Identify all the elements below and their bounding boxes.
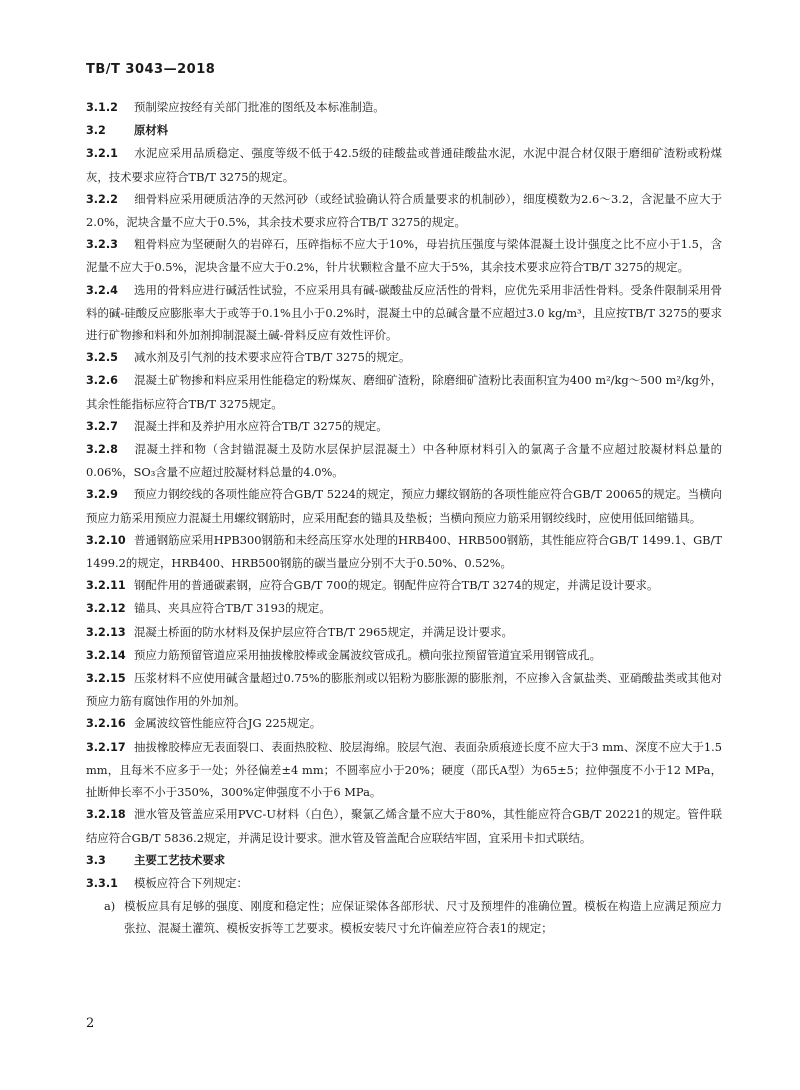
clause-number: 3.2.14 — [86, 648, 126, 662]
clause-number: 3.2.2 — [86, 192, 118, 206]
section-title: 原材料 — [134, 123, 169, 138]
list-item-text: 模板应具有足够的强度、刚度和稳定性；应保证梁体各部形状、尺寸及预埋件的准确位置。模板在构造上应满足预应力张拉、混凝土灌筑、模板安拆等工艺要求。模板安装尺寸允许偏差应符合表1的规定； — [124, 899, 722, 936]
clause-number: 3.2.4 — [86, 283, 118, 297]
clause-text: 模板应符合下列规定： — [134, 875, 248, 890]
clause-3-2-15 — [86, 667, 722, 712]
clause-text: 选用的骨料应进行碱活性试验，不应采用具有碱-碳酸盐反应活性的骨料，应优先采用非活性骨料。受条件限制采用骨料的碱-硅酸反应膨胀率大于或等于0.1%且小于0.2%时，混凝土中的总碱含量不应超过3.0 kg/m³，且应按TB/T 3275的要求进行矿物掺和料和外加剂抑制混凝土碱-骨料反应有效性评价。 — [86, 282, 722, 343]
clause-3-2-4 — [86, 279, 722, 347]
clause-text: 减水剂及引气剂的技术要求应符合TB/T 3275的规定。 — [134, 350, 411, 365]
clause-3-2-11 — [86, 574, 722, 597]
clause-number: 3.2.12 — [86, 602, 126, 616]
clause-number: 3.2.8 — [86, 443, 118, 457]
section-title: 主要工艺技术要求 — [134, 852, 226, 867]
clause-number: 3.2.13 — [86, 625, 126, 639]
clause-text: 粗骨料应为坚硬耐久的岩碎石，压碎指标不应大于10%，母岩抗压强度与梁体混凝土设计强度之比不应小于1.5，含泥量不应大于0.5%，泥块含量不应大于0.2%，针片状颗粒含量不应大于5%，其余技术要求应符合TB/T 3275的规定。 — [86, 237, 722, 275]
clause-text: 混凝土拌和物（含封锚混凝土及防水层保护层混凝土）中各种原材料引入的氯离子含量不应超过胶凝材料总量的0.06%，SO₃含量不应超过胶凝材料总量的4.0%。 — [86, 442, 722, 480]
clause-text: 金属波纹管性能应符合JG 225规定。 — [134, 716, 322, 731]
clause-text: 钢配件用的普通碳素钢，应符合GB/T 700的规定。钢配件应符合TB/T 3274的规定，并满足设计要求。 — [134, 578, 659, 593]
clause-number: 3.2.16 — [86, 717, 126, 731]
clause-3-2-12 — [86, 597, 722, 620]
clause-number: 3.2.18 — [86, 808, 126, 822]
clause-3-2-16 — [86, 712, 722, 735]
clause-3-2-10 — [86, 529, 722, 574]
clause-number: 3.1.2 — [86, 101, 118, 114]
clause-text: 预应力筋预留管道应采用抽拔橡胶棒或金属波纹管成孔。横向张拉预留管道宜采用钢管成孔。 — [134, 647, 602, 662]
clause-3-2-6 — [86, 369, 722, 414]
clause-number: 3.2.15 — [86, 672, 126, 686]
section-number: 3.3 — [86, 853, 106, 867]
clause-number: 3.2.7 — [86, 419, 118, 433]
clause-text: 预应力钢绞线的各项性能应符合GB/T 5224的规定，预应力螺纹钢筋的各项性能应符合GB/T 20065的规定。当横向预应力筋采用预应力混凝土用螺纹钢筋时，应采用配套的锚具及垫板；当横向预应力筋采用钢绞线时，应使用低回缩锚具。 — [86, 487, 722, 525]
page-number: 2 — [86, 1016, 95, 1031]
clause-3-2-8 — [86, 438, 722, 483]
clause-3-2-7 — [86, 415, 722, 438]
clause-text: 混凝土矿物掺和料应采用性能稳定的粉煤灰、磨细矿渣粉，除磨细矿渣粉比表面积宜为400 m²/kg～500 m²/kg外，其余性能指标应符合TB/T 3275规定。 — [86, 373, 722, 411]
clause-3-3-1 — [86, 872, 722, 895]
list-item-label: a) — [104, 899, 116, 914]
clause-text: 预制梁应按经有关部门批准的图纸及本标准制造。 — [134, 100, 385, 114]
clause-3-2-17 — [86, 736, 722, 804]
clause-number: 3.2.10 — [86, 533, 126, 547]
section-number: 3.2 — [86, 124, 106, 138]
clause-3-2-5 — [86, 346, 722, 369]
clause-text: 锚具、夹具应符合TB/T 3193的规定。 — [134, 601, 331, 616]
clause-text: 泄水管及管盖应采用PVC-U材料（白色），聚氯乙烯含量不应大于80%，其性能应符合GB/T 20221的规定。管件联结应符合GB/T 5836.2规定，并满足设计要求。泄水管及管盖配合应联结牢固，宜采用卡扣式联结。 — [86, 807, 722, 845]
clause-text: 压浆材料不应使用碱含量超过0.75%的膨胀剂或以铝粉为膨胀源的膨胀剂，不应掺入含氯盐类、亚硝酸盐类或其他对预应力筋有腐蚀作用的外加剂。 — [86, 671, 722, 709]
list-item-a — [86, 895, 722, 939]
clause-3-2-18 — [86, 803, 722, 848]
clause-number: 3.2.5 — [86, 351, 118, 365]
clause-text: 普通钢筋应采用HPB300钢筋和未经高压穿水处理的HRB400、HRB500钢筋，其性能应符合GB/T 1499.1、GB/T 1499.2的规定，HRB400、HRB500钢筋的碳当量应分别不大于0.50%、0.52%。 — [86, 532, 722, 571]
clause-number: 3.2.17 — [86, 740, 126, 754]
clause-number: 3.2.11 — [86, 579, 126, 593]
clause-3-1-2 — [86, 96, 722, 119]
clause-text: 抽拔橡胶棒应无表面裂口、表面热胶粒、胶层海绵。胶层气泡、表面杂质痕迹长度不应大于3 mm、深度不应大于1.5 mm，且每米不应多于一处；外径偏差±4 mm；不圆率应小于20%；硬度（邵氏A型）为65±5；拉伸强度不小于12 MPa，扯断伸长率不小于350%，300%定伸强度不小于6 MPa。 — [86, 739, 722, 800]
section-3-3-heading — [86, 849, 722, 872]
clause-text: 混凝土桥面的防水材料及保护层应符合TB/T 2965规定，并满足设计要求。 — [134, 624, 513, 639]
clause-number: 3.2.6 — [86, 374, 118, 388]
clause-number: 3.2.9 — [86, 488, 118, 502]
clause-number: 3.3.1 — [86, 876, 118, 890]
clause-text: 细骨料应采用硬质洁净的天然河砂（或经试验确认符合质量要求的机制砂），细度模数为2.6～3.2，含泥量不应大于2.0%，泥块含量不应大于0.5%，其余技术要求应符合TB/T 3275的规定。 — [86, 191, 722, 230]
clause-text: 水泥应采用品质稳定、强度等级不低于42.5级的硅酸盐或普通硅酸盐水泥，水泥中混合材仅限于磨细矿渣粉或粉煤灰，技术要求应符合TB/T 3275的规定。 — [86, 146, 722, 184]
clause-3-2-14 — [86, 644, 722, 667]
document-body — [86, 96, 722, 940]
clause-3-2-3 — [86, 233, 722, 278]
clause-number: 3.2.1 — [86, 147, 118, 161]
clause-3-2-13 — [86, 621, 722, 644]
clause-3-2-1 — [86, 142, 722, 187]
clause-number: 3.2.3 — [86, 238, 118, 252]
section-3-2-heading — [86, 119, 722, 142]
clause-text: 混凝土拌和及养护用水应符合TB/T 3275的规定。 — [134, 418, 388, 433]
document-header: TB/T 3043—2018 — [86, 62, 216, 77]
clause-3-2-9 — [86, 483, 722, 528]
clause-3-2-2 — [86, 188, 722, 233]
